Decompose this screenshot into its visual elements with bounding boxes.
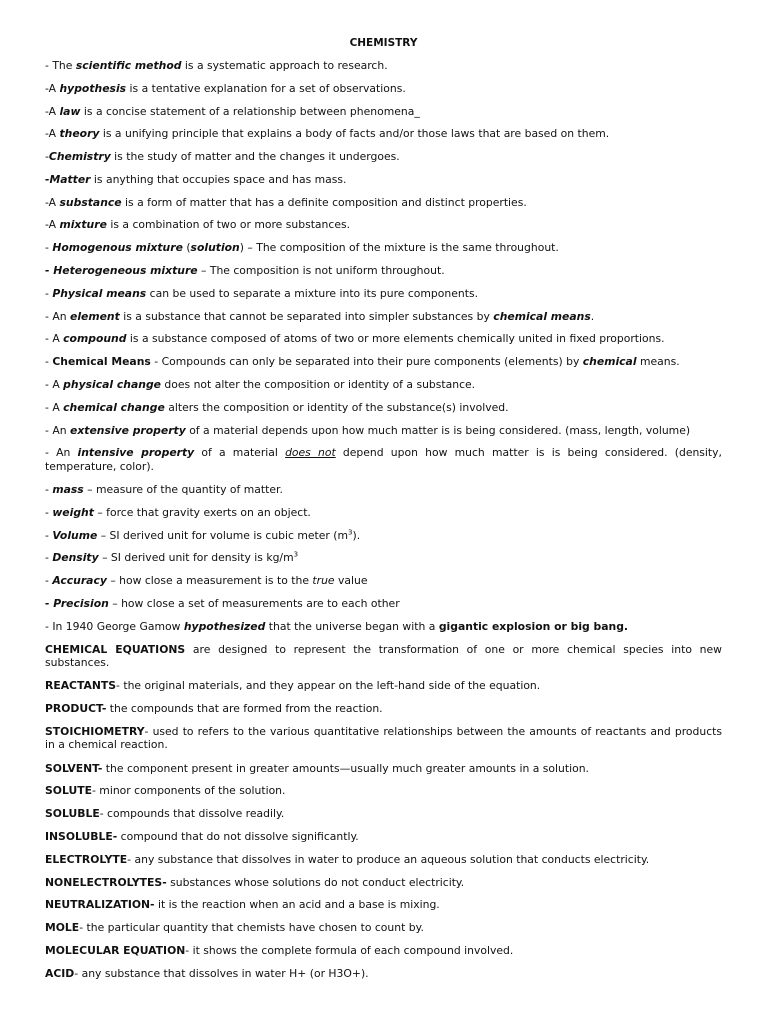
definition-weight <box>45 506 722 520</box>
definition-mixture <box>45 218 722 232</box>
text-run: - A <box>45 377 64 391</box>
text-run: - any substance that dissolves in water to produce an aqueous solution that conducts electricity. <box>127 852 650 866</box>
text-run: - the particular quantity that chemists have chosen to count by. <box>79 921 424 935</box>
definition-mass <box>45 483 722 497</box>
text-run: -A <box>45 104 60 118</box>
text-run: – how close a set of measurements are to each other <box>108 596 400 610</box>
text-run: SOLUTE <box>45 784 92 798</box>
definition-volume <box>45 529 722 543</box>
definition-solvent <box>45 762 722 776</box>
text-run: does not alter the composition or identity of a substance. <box>161 377 476 391</box>
text-run: ). <box>352 528 361 542</box>
definition-chemistry <box>45 150 722 164</box>
text-run: 3 <box>348 528 353 537</box>
definition-nonelectrolytes <box>45 876 722 890</box>
text-run: ) – The composition of the mixture is the same throughout. <box>239 241 559 255</box>
text-run: - any substance that dissolves in water H+ (or H3O+). <box>74 966 369 980</box>
text-run: scientific method <box>75 59 182 72</box>
text-run: – SI derived unit for volume is cubic meter (m <box>97 528 349 542</box>
definition-precision <box>45 597 722 611</box>
text-run: NONELECTROLYTES- <box>45 875 167 889</box>
definition-accuracy <box>45 574 722 588</box>
text-run: - <box>45 483 53 497</box>
text-run: – how close a measurement is to the <box>106 574 313 588</box>
definition-heterogeneous-mixture <box>45 264 722 278</box>
text-run: of a material depends upon how much matter is is being considered. (mass, length, volume) <box>185 423 691 437</box>
text-run: is a form of matter that has a definite composition and distinct properties. <box>121 195 527 209</box>
text-run: mass <box>52 483 84 497</box>
definition-stoichiometry <box>45 725 722 752</box>
text-run: – measure of the quantity of matter. <box>83 483 283 497</box>
text-run: - Compounds can only be separated into their pure components (elements) by <box>150 355 583 369</box>
definition-theory <box>45 127 722 141</box>
text-run: -A <box>45 127 60 141</box>
text-run: INSOLUBLE- <box>45 830 118 843</box>
text-run: it is the reaction when an acid and a base is mixing. <box>154 898 440 912</box>
text-run: -Matter <box>45 172 91 186</box>
text-run: is a concise statement of a relationship between phenomena_ <box>80 104 420 118</box>
text-run: intensive property <box>77 446 195 460</box>
text-run: - it shows the complete formula of each compound involved. <box>185 943 514 957</box>
text-run: compound <box>63 332 127 346</box>
text-run: - compounds that dissolve readily. <box>99 807 285 821</box>
text-run: SOLVENT- <box>45 761 103 775</box>
definition-mole <box>45 921 722 935</box>
text-run: of a material <box>194 446 286 460</box>
text-run: chemical change <box>63 400 165 414</box>
definition-density <box>45 551 722 565</box>
definition-chemical-means <box>45 355 722 369</box>
text-run: – The composition is not uniform throughout. <box>197 264 445 278</box>
text-run: substance <box>59 195 122 209</box>
text-run: - <box>45 574 53 588</box>
text-run: CHEMICAL EQUATIONS <box>45 642 186 656</box>
text-run: . <box>590 309 595 323</box>
text-run: - the original materials, and they appear on the left-hand side of the equation. <box>116 679 541 693</box>
text-run: - <box>45 505 53 519</box>
text-run: SOLUBLE <box>45 807 100 821</box>
text-run: true <box>312 574 335 588</box>
definition-solute <box>45 784 722 798</box>
text-run: - An <box>45 446 78 460</box>
text-run: MOLECULAR EQUATION <box>45 943 186 957</box>
text-run: - minor components of the solution. <box>91 784 286 798</box>
definition-physical-change <box>45 378 722 392</box>
text-run: is a unifying principle that explains a body of facts and/or those laws that are based on them. <box>99 127 610 141</box>
text-run: -A <box>45 218 60 232</box>
text-run: - <box>45 286 53 300</box>
text-run: - <box>45 241 53 255</box>
text-run: physical change <box>63 377 161 391</box>
text-run: – force that gravity exerts on an object. <box>93 505 311 519</box>
text-run: - The <box>45 59 76 72</box>
text-run: means. <box>636 355 680 369</box>
text-run: Chemical Means <box>52 355 151 369</box>
text-run: -A <box>45 195 60 209</box>
text-run: substances whose solutions do not conduct electricity. <box>166 875 465 889</box>
definition-product <box>45 702 722 716</box>
text-run: the component present in greater amounts—usually much greater amounts in a solution. <box>102 761 589 775</box>
definition-intensive-property <box>45 446 722 473</box>
text-run: - An <box>45 309 70 323</box>
text-run: PRODUCT- <box>45 702 107 716</box>
text-run: STOICHIOMETRY <box>45 724 145 738</box>
definition-homogenous-mixture <box>45 241 722 255</box>
text-run: depend upon how much matter is is being considered. (density, temperature, color). <box>45 446 722 473</box>
text-run: is the study of matter and the changes it undergoes. <box>110 150 400 164</box>
definition-neutralization <box>45 898 722 912</box>
text-run: ELECTROLYTE <box>45 852 128 866</box>
definition-chemical-equations <box>45 643 722 670</box>
text-run: – SI derived unit for density is kg/m <box>98 551 294 565</box>
text-run: is a substance composed of atoms of two or more elements chemically united in fixed proportions. <box>126 332 665 346</box>
text-run: Homogenous mixture <box>52 241 183 255</box>
text-run: - A <box>45 332 64 346</box>
text-run: element <box>70 309 120 323</box>
text-run: ( <box>182 241 191 255</box>
definition-insoluble <box>45 830 722 844</box>
text-run: Accuracy <box>52 574 107 588</box>
text-run: is a substance that cannot be separated into simpler substances by <box>119 309 494 323</box>
text-run: - A <box>45 400 64 414</box>
text-run: - <box>45 150 49 164</box>
definition-acid <box>45 967 722 981</box>
text-run: 3 <box>293 550 299 559</box>
text-run: Chemistry <box>48 150 111 164</box>
text-run: is anything that occupies space and has mass. <box>90 172 347 186</box>
text-run: - <box>45 551 53 565</box>
text-run: - used to refers to the various quantitative relationships between the amounts of reactants and products in a chemical reaction. <box>45 724 722 752</box>
definition-law <box>45 105 722 119</box>
page-title: CHEMISTRY <box>349 37 418 49</box>
text-run: - In 1940 George Gamow <box>45 619 184 633</box>
definition-scientific-method <box>45 59 722 73</box>
text-run: that the universe began with a <box>265 619 439 633</box>
text-run: hypothesis <box>59 81 127 95</box>
definition-compound <box>45 332 722 346</box>
text-run: -A <box>45 81 60 95</box>
definition-reactants <box>45 679 722 693</box>
text-run: - <box>45 528 53 542</box>
text-run: chemical means <box>493 309 591 323</box>
definition-matter <box>45 173 722 187</box>
definition-gamow <box>45 620 722 634</box>
text-run: MOLE <box>45 921 80 935</box>
text-run: can be used to separate a mixture into its pure components. <box>146 286 478 300</box>
text-run: does not <box>285 446 336 460</box>
definition-physical-means <box>45 287 722 301</box>
text-run: the compounds that are formed from the reaction. <box>106 702 383 716</box>
text-run: is a tentative explanation for a set of observations. <box>126 81 406 95</box>
text-run: is a systematic approach to research. <box>181 59 388 72</box>
text-run: alters the composition or identity of the substance(s) involved. <box>164 400 509 414</box>
text-run: solution <box>190 241 240 255</box>
definition-molecular-equation <box>45 944 722 958</box>
text-run: - An <box>45 423 70 437</box>
text-run: extensive property <box>70 423 186 437</box>
definition-electrolyte <box>45 853 722 867</box>
definition-element <box>45 310 722 324</box>
definition-chemical-change <box>45 401 722 415</box>
definition-substance <box>45 196 722 210</box>
text-run: is a combination of two or more substances. <box>106 218 351 232</box>
definition-hypothesis <box>45 82 722 96</box>
text-run: - <box>45 355 53 369</box>
text-run: REACTANTS <box>45 679 117 693</box>
text-run: Physical means <box>52 286 147 300</box>
definition-extensive-property <box>45 424 722 438</box>
text-run: law <box>59 104 81 118</box>
text-run: gigantic explosion or big bang. <box>438 619 629 633</box>
text-run: ACID <box>45 966 75 980</box>
text-run: weight <box>52 505 94 519</box>
text-run: hypothesized <box>183 619 266 633</box>
text-run: are designed to represent the transformation of one or more chemical species into new substances. <box>45 642 722 670</box>
text-run: - Precision <box>45 596 109 610</box>
text-run: Density <box>52 551 99 565</box>
text-run: value <box>334 574 368 588</box>
text-run: chemical <box>582 355 637 369</box>
text-run: Volume <box>52 528 98 542</box>
document-body <box>45 59 722 980</box>
text-run: - Heterogeneous mixture <box>45 264 198 278</box>
text-run: theory <box>59 127 100 141</box>
definition-soluble <box>45 807 722 821</box>
text-run: mixture <box>59 218 107 232</box>
text-run: compound that do not dissolve significantly. <box>117 830 359 843</box>
text-run: NEUTRALIZATION- <box>45 898 155 912</box>
